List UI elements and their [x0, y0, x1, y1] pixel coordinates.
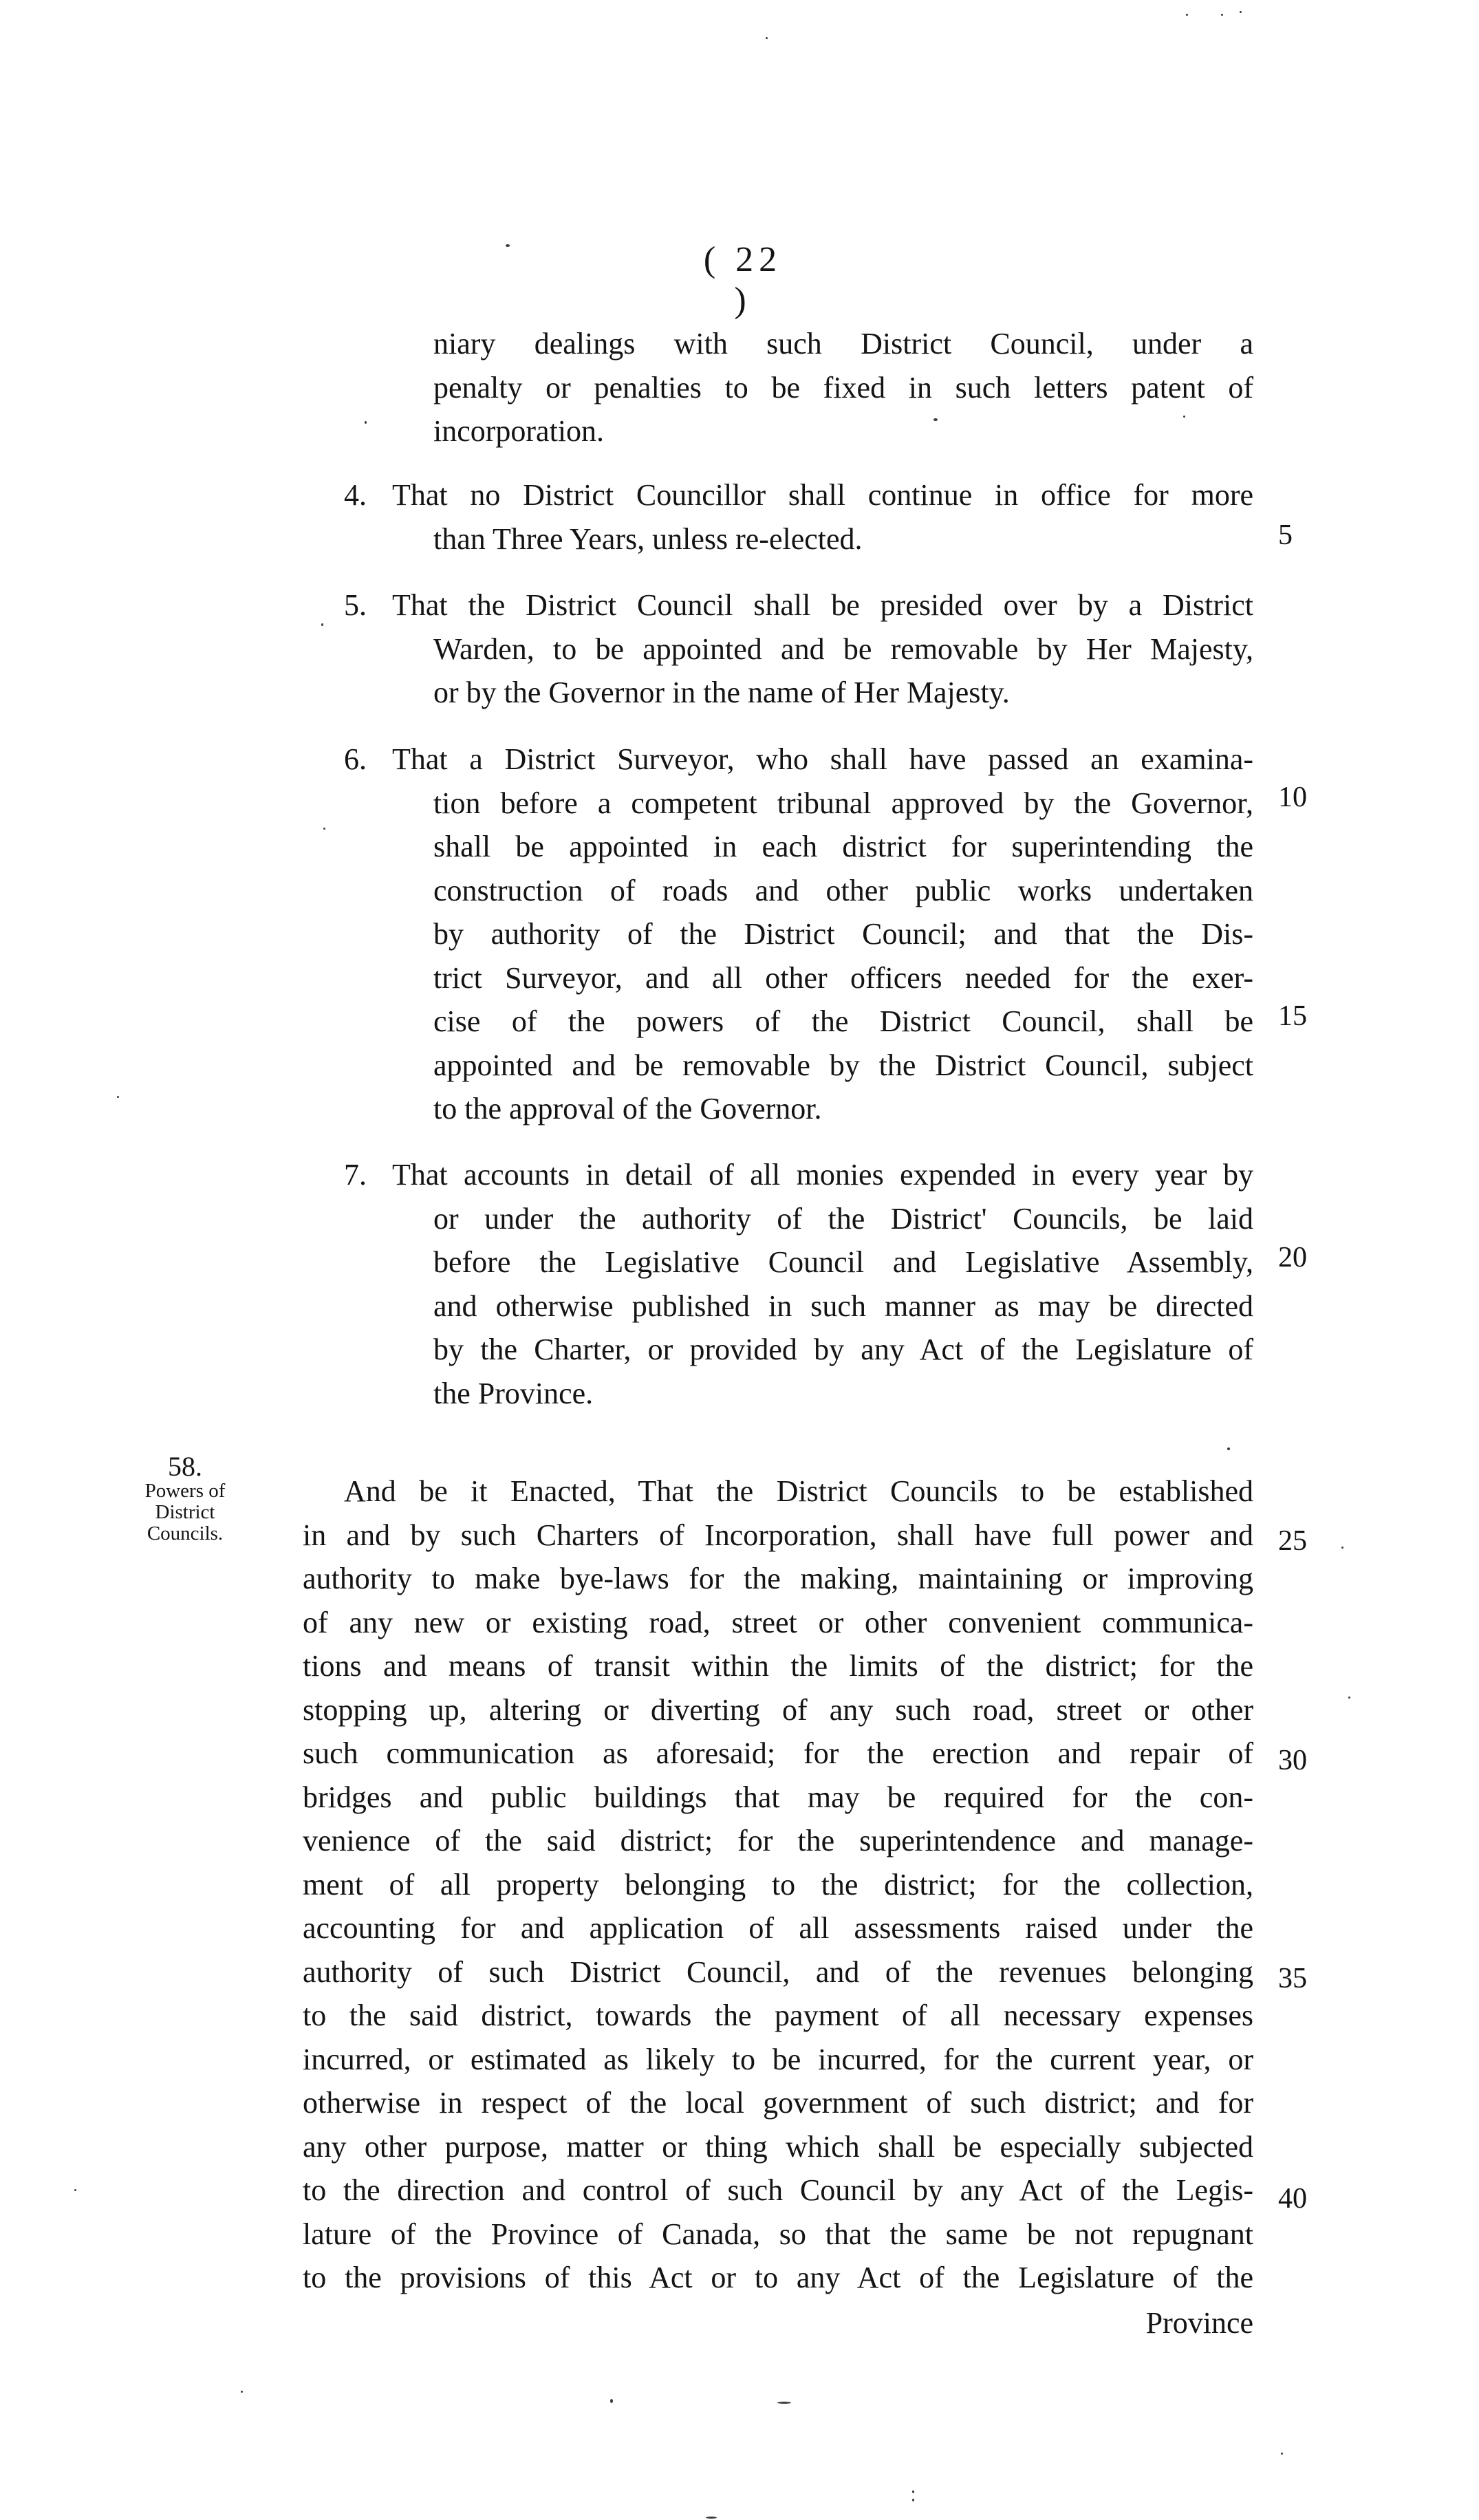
scan-speck	[1240, 11, 1242, 13]
text-line: by authority of the District Council; and that the Dis-	[433, 917, 1253, 951]
text-line: to the approval of the Governor.	[433, 1092, 822, 1126]
text-line: And be it Enacted, That the District Councils to be established	[344, 1474, 1253, 1508]
text-line: lature of the Province of Canada, so that the same be not repugnant	[303, 2217, 1253, 2251]
scan-speck	[241, 2391, 243, 2393]
marginal-note	[127, 1453, 244, 1544]
clause-number: 5.	[344, 588, 367, 622]
line-number: 10	[1278, 782, 1307, 813]
scan-speck	[610, 2399, 613, 2403]
text-line: bridges and public buildings that may be required for the con-	[303, 1780, 1253, 1814]
text-line: incorporation.	[433, 414, 605, 448]
text-line: and otherwise published in such manner as may be directed	[433, 1289, 1253, 1323]
text-line: otherwise in respect of the local government of such district; and for	[303, 2086, 1253, 2120]
text-line: cise of the powers of the District Council, shall be	[433, 1004, 1253, 1038]
text-line: by the Charter, or provided by any Act of the Legislature of	[433, 1333, 1253, 1366]
scan-speck	[912, 2499, 914, 2501]
text-line: incurred, or estimated as likely to be incurred, for the current year, or	[303, 2042, 1253, 2076]
scan-speck	[1221, 14, 1223, 16]
line-number: 5	[1278, 519, 1293, 551]
text-line: any other purpose, matter or thing which shall be especially subjected	[303, 2129, 1253, 2164]
text-line: such communication as aforesaid; for the erection and repair of	[303, 1736, 1253, 1770]
clause-number: 7.	[344, 1158, 367, 1192]
scan-speck	[74, 2189, 76, 2191]
text-line: before the Legislative Council and Legislative Assembly,	[433, 1245, 1253, 1279]
text-line: construction of roads and other public works undertaken	[433, 873, 1253, 907]
text-line: That accounts in detail of all monies expended in every year by	[392, 1158, 1253, 1192]
catchword: Province	[1145, 2306, 1253, 2340]
text-line: Warden, to be appointed and be removable by Her Majesty,	[433, 632, 1253, 666]
section-number: 58.	[168, 1451, 202, 1482]
scan-speck	[777, 2402, 791, 2404]
scan-speck	[323, 828, 325, 830]
text-line: to the provisions of this Act or to any Act of the Legislature of the	[303, 2261, 1253, 2294]
opening-paragraph	[433, 322, 1253, 453]
scan-speck	[1341, 1547, 1343, 1549]
text-line: niary dealings with such District Council, under a	[433, 327, 1253, 360]
scan-speck	[912, 2490, 914, 2493]
text-line: venience of the said district; for the superintendence and manage-	[303, 1824, 1253, 1857]
section-58-paragraph	[303, 1469, 1253, 2300]
text-line: authority of such District Council, and of the revenues belonging	[303, 1954, 1253, 1989]
marginal-note-line: District	[155, 1501, 215, 1523]
line-number: 40	[1278, 2183, 1307, 2215]
text-line: That a District Surveyor, who shall have passed an examina-	[392, 742, 1253, 776]
text-line: or by the Governor in the name of Her Majesty.	[433, 676, 1010, 709]
line-number: 30	[1278, 1745, 1307, 1776]
clause-4	[344, 473, 1253, 561]
text-line: of any new or existing road, street or other convenient communica-	[303, 1605, 1253, 1639]
text-line: That the District Council shall be presided over by a District	[392, 588, 1253, 622]
text-line: penalty or penalties to be fixed in such letters patent of	[433, 370, 1253, 405]
marginal-note-line: Powers of	[144, 1480, 226, 1502]
text-line: the Province.	[433, 1376, 594, 1410]
marginal-note-line: Councils.	[147, 1522, 224, 1544]
text-line: trict Surveyor, and all other officers needed for the exer-	[433, 960, 1253, 995]
text-line: authority to make bye-laws for the making, maintaining or improving	[303, 1562, 1253, 1595]
text-line: to the direction and control of such Council by any Act of the Legis-	[303, 2173, 1253, 2207]
line-number: 35	[1278, 1963, 1307, 1994]
scan-speck	[321, 623, 323, 626]
text-line: appointed and be removable by the District Council, subject	[433, 1048, 1253, 1082]
text-line: ment of all property belonging to the district; for the collection,	[303, 1867, 1253, 1902]
scan-speck	[766, 37, 768, 39]
page-number: ( 22 )	[703, 240, 783, 320]
scan-speck	[1348, 1697, 1350, 1699]
text-line: than Three Years, unless re-elected.	[433, 521, 863, 556]
text-line: tions and means of transit within the limits of the district; for the	[303, 1649, 1253, 1683]
text-line: tion before a competent tribunal approved by the Governor,	[433, 786, 1253, 820]
text-line: to the said district, towards the payment of all necessary expenses	[303, 1999, 1253, 2032]
line-number: 15	[1278, 1000, 1307, 1032]
text-line: in and by such Charters of Incorporation, shall have full power and	[303, 1518, 1253, 1552]
clause-number: 6.	[344, 742, 367, 776]
clause-number: 4.	[344, 478, 367, 512]
text-line: shall be appointed in each district for superintending the	[433, 830, 1253, 863]
scan-speck	[706, 2517, 717, 2519]
text-line: accounting for and application of all assessments raised under the	[303, 1911, 1253, 1945]
clause-7	[344, 1153, 1253, 1415]
scan-speck	[933, 418, 938, 421]
scan-speck	[1281, 2453, 1283, 2455]
scan-speck	[365, 421, 367, 424]
scan-speck	[1227, 1447, 1230, 1450]
scan-speck	[117, 1096, 119, 1098]
text-line: or under the authority of the District' Councils, be laid	[433, 1201, 1253, 1236]
scan-speck	[1186, 14, 1188, 16]
text-line: stopping up, altering or diverting of any such road, street or other	[303, 1692, 1253, 1727]
clause-6	[344, 737, 1253, 1131]
scan-speck	[506, 244, 510, 247]
scan-speck	[1183, 416, 1185, 418]
line-number: 20	[1278, 1242, 1307, 1273]
clause-5	[344, 583, 1253, 715]
line-number: 25	[1278, 1525, 1307, 1557]
text-line: That no District Councillor shall continue in office for more	[392, 478, 1253, 512]
